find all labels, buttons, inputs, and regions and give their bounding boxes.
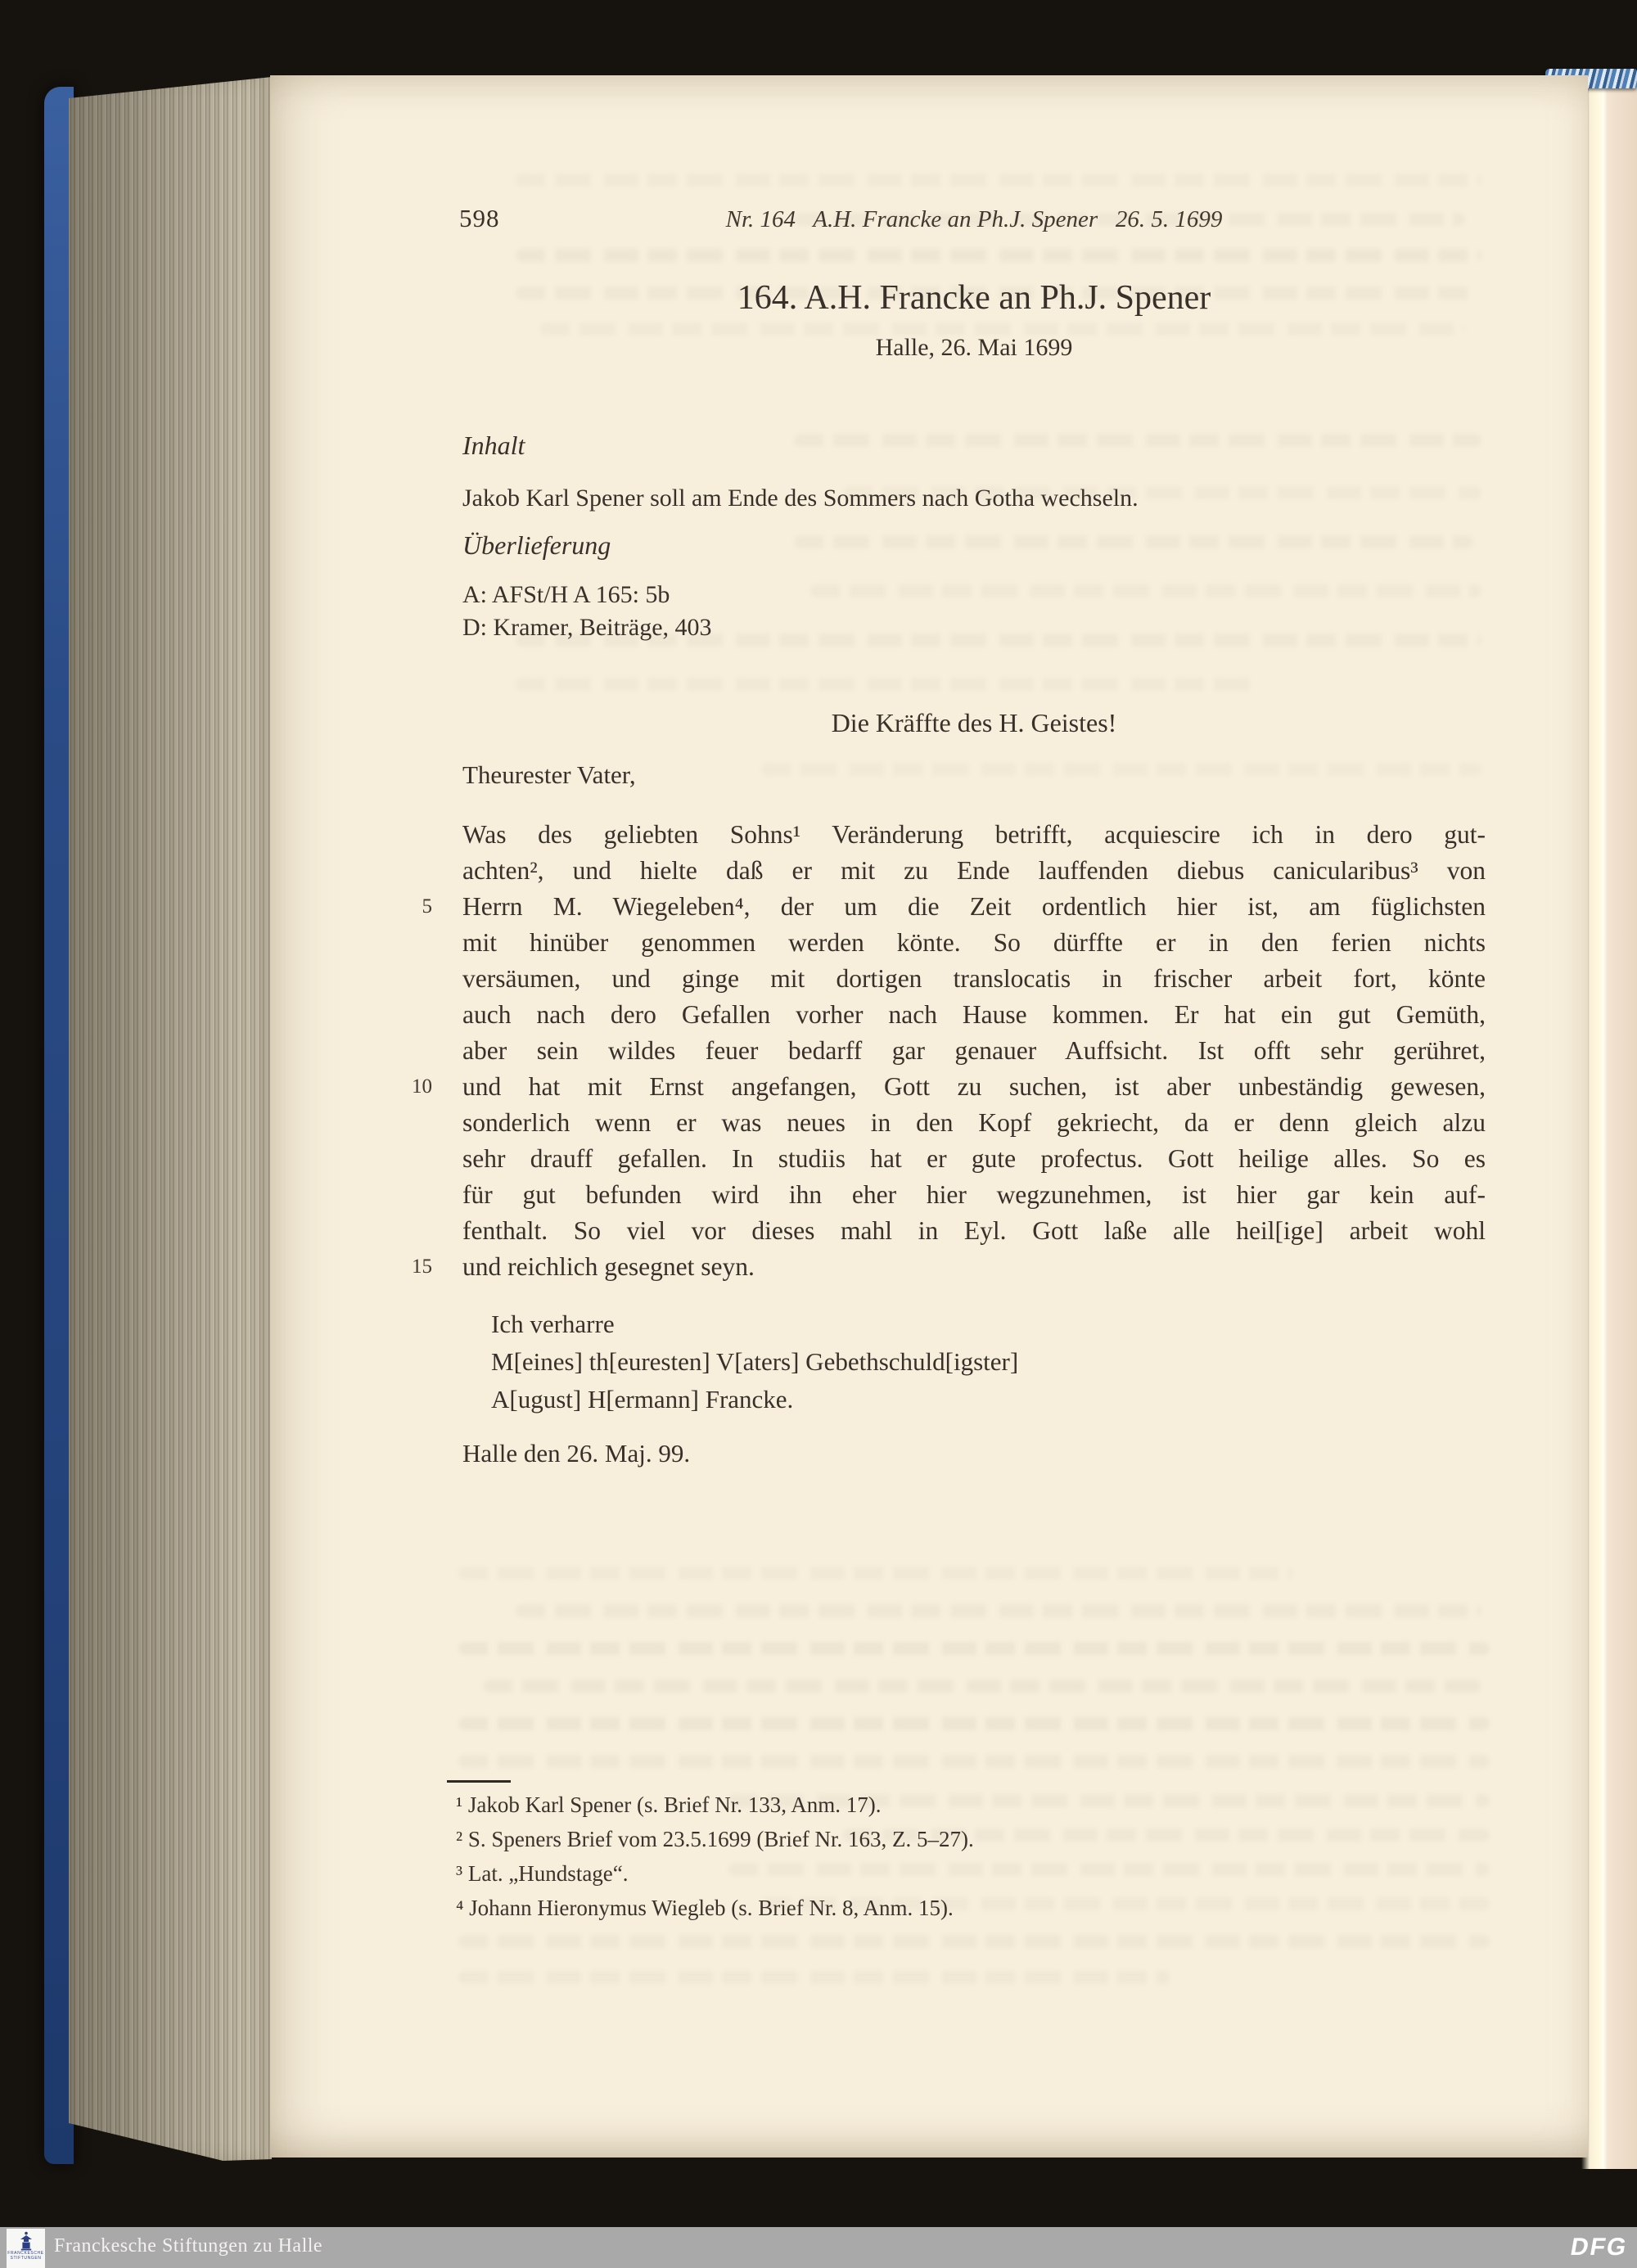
dfg-logo[interactable]: DFG [1567,2234,1630,2261]
letter-motto: Die Kräffte des H. Geistes! [831,708,1117,737]
ueberlieferung-heading: Überlieferung [462,530,611,560]
footnote: ¹ Jakob Karl Spener (s. Brief Nr. 133, Anm. 17). [456,1792,882,1817]
stiftungen-logo[interactable] [7,2229,45,2268]
bleedthrough-artifact [794,434,1481,447]
page-number: 598 [459,204,500,232]
body-line: auch nach dero Gefallen vorher nach Hause kommen. Er hat ein gut Gemüth, [462,1000,1486,1029]
page-stack-edges [69,77,272,2161]
bleedthrough-artifact [516,1604,1481,1617]
body-line: Herrn M. Wiegeleben⁴, der um die Zeit ordentlich hier ist, am füglichsten [462,892,1486,921]
bleedthrough-artifact [810,584,1481,597]
body-line: sehr drauff gefallen. In studiis hat er gute profectus. Gott heilige alles. So es [462,1144,1486,1173]
body-line: Was des geliebten Sohns¹ Veränderung betrifft, acquiescire ich in dero gut- [462,820,1486,849]
footnote: ³ Lat. „Hundstage“. [456,1861,629,1886]
closing-line: A[ugust] H[ermann] Francke. [491,1385,794,1414]
bleedthrough-artifact [458,1755,1490,1768]
body-line: mit hinüber genommen werden könte. So dürffte er in den ferien nichts [462,928,1486,957]
body-line: und reichlich gesegnet seyn. [462,1252,755,1281]
body-line: und hat mit Ernst angefangen, Gott zu suchen, ist aber unbeständig gewesen, [462,1072,1486,1101]
bleedthrough-artifact [516,249,1481,262]
bleedthrough-artifact [458,1935,1490,1948]
body-line: fenthalt. So viel vor dieses mahl in Eyl. Gott laße alle heil[ige] arbeit wohl [462,1216,1486,1245]
bleedthrough-artifact [516,174,1481,187]
letter-salutation: Theurester Vater, [462,760,636,789]
running-header: Nr. 164 A.H. Francke an Ph.J. Spener 26. 5. 1699 [725,206,1223,232]
bleedthrough-artifact [458,1567,1293,1580]
institution-label: Franckesche Stiftungen zu Halle [54,2235,323,2257]
letter-title: 164. A.H. Francke an Ph.J. Spener [737,279,1211,317]
closing-line: M[eines] th[euresten] V[aters] Gebethschuld[igster] [491,1347,1019,1376]
body-line: für gut befunden wird ihn eher hier wegzunehmen, ist hier gar kein auf- [462,1180,1486,1209]
footnote: ⁴ Johann Hieronymus Wiegleb (s. Brief Nr. 8, Anm. 15). [456,1896,954,1920]
letter-place-date: Halle, 26. Mai 1699 [875,334,1073,361]
closing-line: Ich verharre [491,1310,615,1338]
bleedthrough-artifact [794,535,1473,548]
inhalt-heading: Inhalt [462,431,525,460]
signoff-place-date: Halle den 26. Maj. 99. [462,1439,691,1468]
logo-caption-line2: STIFTUNGEN [10,2256,42,2261]
bleedthrough-artifact [761,763,1481,776]
ueberlieferung-source-d: D: Kramer, Beiträge, 403 [462,614,712,641]
inhalt-summary: Jakob Karl Spener soll am Ende des Sommers nach Gotha wechseln. [462,485,1139,512]
stiftungen-emblem-icon [18,2231,34,2251]
bleedthrough-artifact [516,678,1252,691]
logo-caption-line1: FRANCKESCHE [7,2251,44,2256]
margin-line-number-10: 10 [412,1075,432,1098]
margin-line-number-15: 15 [412,1256,432,1278]
bleedthrough-artifact [458,1971,1170,1984]
body-line: aber sein wildes feuer bedarff gar genauer Auffsicht. Ist offt sehr gerühret, [462,1036,1486,1065]
margin-line-number-5: 5 [422,895,432,918]
facing-page-sliver [1581,77,1637,2169]
body-line: achten², und hielte daß er mit zu Ende lauffenden diebus canicularibus³ von [462,856,1486,885]
body-line: sonderlich wenn er was neues in den Kopf gekriecht, da er denn gleich alzu [462,1108,1486,1137]
ueberlieferung-source-a: A: AFSt/H A 165: 5b [462,581,670,608]
bleedthrough-artifact [458,1717,1490,1730]
bleedthrough-artifact [483,1680,1481,1693]
bleedthrough-artifact [458,1642,1490,1655]
book-page [270,75,1588,2158]
footnote-separator [447,1780,511,1783]
footnote: ² S. Speners Brief vom 23.5.1699 (Brief Nr. 163, Z. 5–27). [456,1827,974,1851]
body-line: versäumen, und ginge mit dortigen translocatis in frischer arbeit fort, könte [462,964,1486,993]
viewer-footer-bar [0,2227,1637,2268]
letter-body [412,817,1486,1285]
